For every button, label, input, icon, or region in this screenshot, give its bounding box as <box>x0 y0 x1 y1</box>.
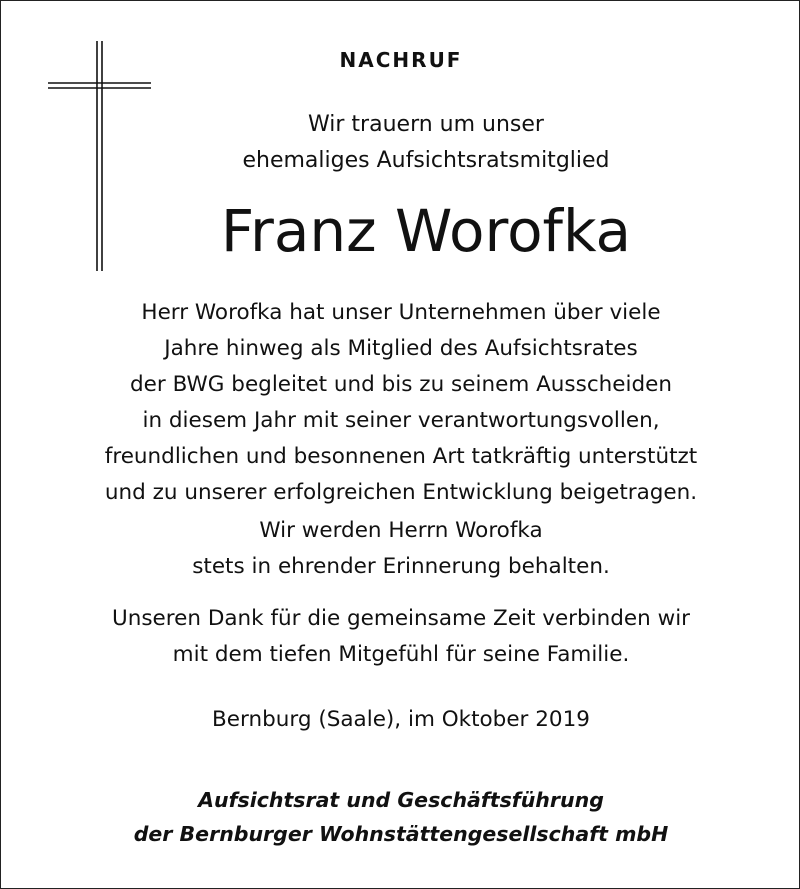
intro-line: ehemaliges Aufsichtsratsmitglied <box>242 148 610 173</box>
tribute-line: in diesem Jahr mit seiner verantwortungsvollen, <box>142 408 660 433</box>
signature <box>1 783 800 851</box>
tribute-line: Jahre hinweg als Mitglied des Aufsichtsrates <box>164 336 638 361</box>
remembrance-line: Wir werden Herrn Worofka <box>259 518 543 543</box>
place-date: Bernburg (Saale), im Oktober 2019 <box>212 707 590 732</box>
deceased-name: Franz Worofka <box>220 197 632 265</box>
tribute-text <box>1 295 800 511</box>
thanks-text <box>1 601 800 673</box>
notice-heading: NACHRUF <box>339 48 463 72</box>
tribute-line: Herr Worofka hat unser Unternehmen über viele <box>141 300 661 325</box>
signature-line: Aufsichtsrat und Geschäftsführung <box>198 788 604 812</box>
thanks-line: mit dem tiefen Mitgefühl für seine Familie. <box>172 642 630 667</box>
tribute-line: und zu unserer erfolgreichen Entwicklung beigetragen. <box>104 480 698 505</box>
remembrance-text <box>1 513 800 585</box>
tribute-line: der BWG begleitet und bis zu seinem Ausscheiden <box>130 372 672 397</box>
remembrance-line: stets in ehrender Erinnerung behalten. <box>192 554 610 579</box>
thanks-line: Unseren Dank für die gemeinsame Zeit verbinden wir <box>111 606 691 631</box>
signature-line: der Bernburger Wohnstättengesellschaft mbH <box>133 822 669 846</box>
intro-line: Wir trauern um unser <box>308 112 544 137</box>
tribute-line: freundlichen und besonnenen Art tatkräftig unterstützt <box>104 444 698 469</box>
intro-text <box>0 107 800 179</box>
